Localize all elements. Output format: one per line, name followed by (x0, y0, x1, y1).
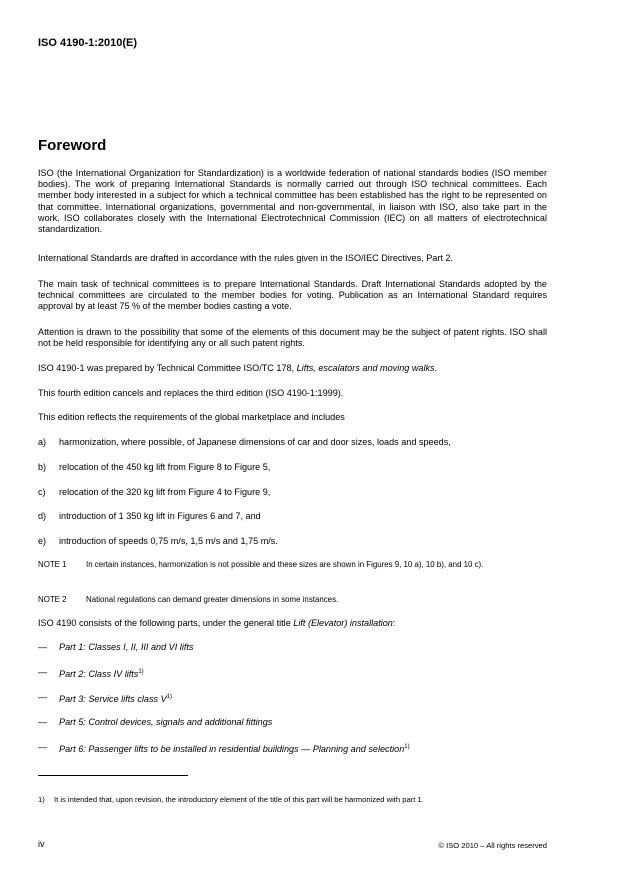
page-number: iv (38, 839, 45, 849)
list-item (38, 462, 558, 474)
paragraph-prepared-by (38, 363, 437, 374)
note-text: In certain instances, harmonization is not possible and these sizes are shown in Figures 9, 10 a), 10 b), and 10 c). (86, 560, 484, 569)
list-item-label: c) (38, 487, 46, 497)
dash-marker: — (38, 692, 48, 702)
note-label: NOTE 1 (38, 560, 67, 569)
dash-marker: — (38, 717, 48, 727)
list-item-label: b) (38, 462, 47, 472)
prepared-by-suffix: . (434, 363, 438, 373)
part-item (38, 692, 558, 704)
list-item-text: introduction of 1 350 kg lift in Figures 6 and 7, and (59, 511, 261, 521)
part-item (38, 717, 558, 729)
list-item-text: harmonization, where possible, of Japanese dimensions of car and door sizes, loads and speeds, (59, 437, 451, 447)
parts-intro (38, 618, 395, 629)
list-item (38, 511, 558, 523)
footnote-separator (38, 775, 188, 776)
dash-marker: — (38, 742, 48, 752)
paragraph-edition: This fourth edition cancels and replaces the third edition (ISO 4190-1:1999). (38, 388, 344, 398)
dash-marker: — (38, 667, 48, 677)
list-item-label: a) (38, 437, 47, 447)
paragraph-iso-intro: ISO (the International Organization for Standardization) is a worldwide federation of national standards bodies (ISO member bodies). The work of preparing International Standards is normally carried out through ISO technical committees. Each member body interested in a subject for which a technical committee has been established has the right to be represented on that committee. International organizations, governmental and non-governmental, in liaison with ISO, also take part in the work. ISO collaborates closely with the International Electrotechnical Commission (IEC) on all matters of electrotechnical standardization. (38, 168, 547, 235)
note-label: NOTE 2 (38, 595, 67, 604)
note-2 (38, 595, 547, 605)
footnote-text: It is intended that, upon revision, the introductory element of the title of this part will be harmonized with part 1. (54, 795, 424, 804)
list-item-text: relocation of the 450 kg lift from Figure 8 to Figure 5, (59, 462, 271, 472)
part-title: Part 2: Class IV lifts (59, 669, 139, 679)
footnote-ref: 1) (404, 744, 410, 750)
footnote-ref: 1) (166, 694, 172, 700)
list-item-label: d) (38, 511, 47, 521)
part-item (38, 642, 558, 654)
part-title: Part 6: Passenger lifts to be installed in residential buildings — Planning and selection (59, 744, 405, 754)
list-item-text: introduction of speeds 0,75 m/s, 1,5 m/s and 1,75 m/s. (59, 536, 278, 546)
committee-title: Lifts, escalators and moving walks (296, 363, 435, 373)
dash-marker: — (38, 642, 48, 652)
list-item (38, 437, 558, 449)
part-item (38, 742, 578, 754)
part-title: Part 5: Control devices, signals and additional fittings (59, 717, 273, 727)
paragraph-drafting-rules: International Standards are drafted in accordance with the rules given in the ISO/IEC Directives, Part 2. (38, 253, 453, 263)
part-title: Part 1: Classes I, II, III and VI lifts (59, 642, 194, 652)
section-title: Foreword (38, 137, 107, 154)
copyright-notice: © ISO 2010 – All rights reserved (438, 841, 547, 850)
footnote-ref: 1) (138, 669, 144, 675)
list-item-text: relocation of the 320 kg lift from Figure 4 to Figure 9, (59, 487, 271, 497)
parts-intro-prefix: ISO 4190 consists of the following parts, under the general title (38, 618, 294, 628)
note-text: National regulations can demand greater dimensions in some instances. (86, 595, 339, 604)
part-item (38, 667, 558, 679)
paragraph-patent-rights: Attention is drawn to the possibility that some of the elements of this document may be the subject of patent rights. ISO shall not be held responsible for identifying any or all such patent rights. (38, 327, 547, 349)
paragraph-edition-reflects: This edition reflects the requirements of the global marketplace and includes (38, 412, 345, 422)
list-item (38, 536, 558, 548)
general-title: Lift (Elevator) installation (293, 618, 393, 628)
footnote-number: 1) (38, 795, 45, 804)
part-title: Part 3: Service lifts class V (59, 694, 167, 704)
list-item-label: e) (38, 536, 47, 546)
note-1 (38, 560, 547, 570)
parts-intro-suffix: : (392, 618, 396, 628)
prepared-by-prefix: ISO 4190-1 was prepared by Technical Committee ISO/TC 178, (38, 363, 297, 373)
footnote (38, 795, 424, 804)
document-id-header: ISO 4190-1:2010(E) (38, 37, 138, 49)
paragraph-main-task: The main task of technical committees is to prepare International Standards. Draft International Standards adopted by the technical committees are circulated to the member bodies for voting. Publication as an International Standard requires approval by at least 75 % of the member bodies casting a vote. (38, 279, 547, 312)
list-item (38, 487, 558, 499)
